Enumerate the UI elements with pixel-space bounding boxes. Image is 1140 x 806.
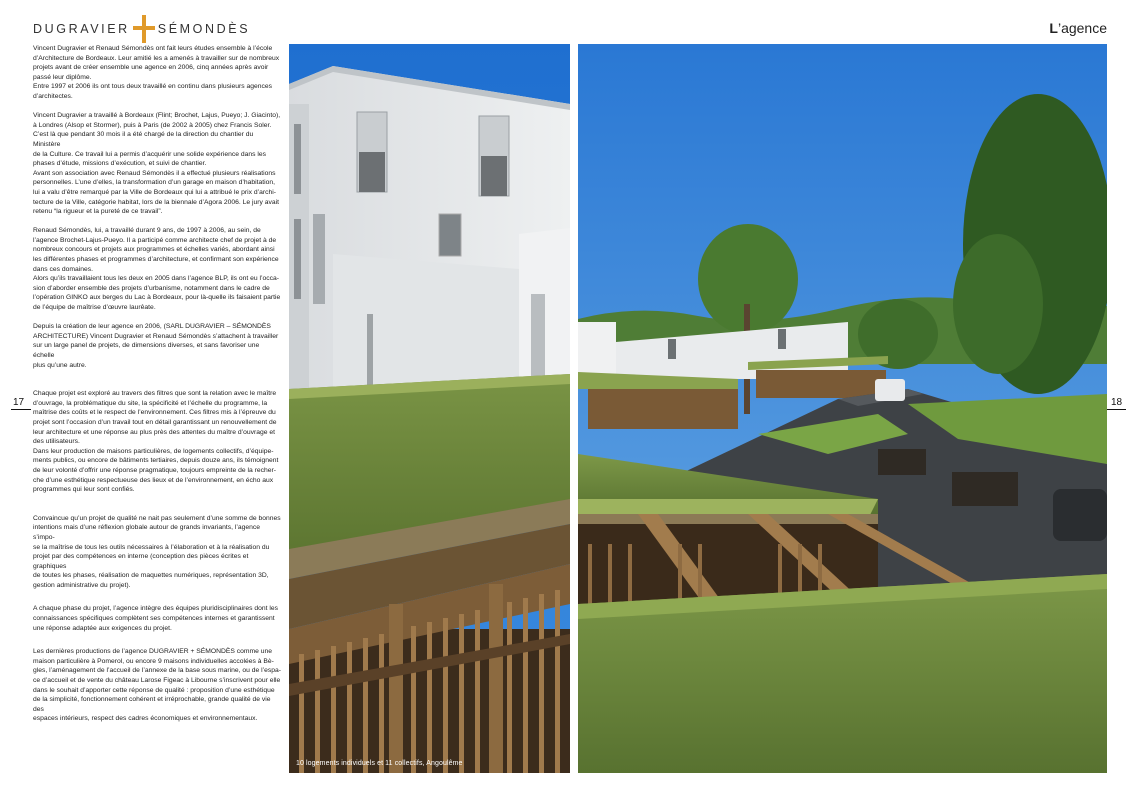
- section-title-rest: ’agence: [1057, 20, 1107, 36]
- section-title-initial: L: [1049, 20, 1058, 36]
- paragraph: Chaque projet est exploré au travers des filtres que sont la relation avec le maître d’ouvrage, la problématique du site, la spécificité et l’échelle du programme, la maîtrise des coûts et le respect de l’environnement. Ces filtres mis à l’épreuve du projet sont l’occasion d’un travail tout en détail garantissant un renouvellement de leur architecture et une réponse au plus près des attentes du maître d’ouvrage et des utilisateurs. Dans leur production de maisons particulières, de logements collectifs, d’équipe- ments publics, ou encore de bâtiments tertiaires, depuis douze ans, ils témoignent de leur volonté d’offrir une réponse pragmatique, toujours empreinte de la recher- che d’une esthétique respectueuse des lieux et de l’environnement, en écho aux programmes qui leur sont confiés.: [33, 390, 279, 494]
- section-title: [1049, 20, 1107, 36]
- brand-name-right: SÉMONDÈS: [157, 21, 251, 36]
- paragraph: Les dernières productions de l’agence DUGRAVIER + SÉMONDÈS comme une maison particulière à Pomerol, ou encore 9 maisons individuelles accolées à Bè- gles, l’aménagement de l’accueil de l’annexe de la base sous marine, ou de l’espa- ce d’accueil et de vente du château Larose Figeac à Libourne s’inscrivent pour elle dans le souhait d’apporter cette réponse de qualité : proposition d’une esthétique de la simplicité, fonctionnement cohérent et irréprochable, grande qualité de vie des espaces intérieurs, respect des cadres économiques et environnementaux.: [33, 648, 282, 723]
- paragraph: Vincent Dugravier a travaillé à Bordeaux (Flint; Brochet, Lajus, Pueyo; J. Giacinto), à Londres (Alsop et Stormer), puis à Paris (de 2002 à 2005) chez Francis Soler. C’est là que pendant 30 mois il a été chargé de la direction du chantier du Ministère de la Culture. Ce travail lui a permis d’acquérir une solide expérience dans les phases d’étude, missions d’exécution, et suivi de chantier. Avant son association avec Renaud Sémondès il a effectué plusieurs réalisations personnelles. L’une d’elles, la transformation d’un garage en maison d’habitation, lui a valu d’être remarqué par la Ville de Bordeaux qui lui a attribué le prix d’archi- tecture de la Ville, catégorie habitat, lors de la biennale d’Agora 2006. Le jury avait retenu “la rigueur et la pureté de ce travail”.: [33, 112, 281, 216]
- body-text-column: [33, 44, 282, 734]
- photo-caption: 10 logements individuels et 11 collectifs, Angoulême: [296, 760, 463, 767]
- page-number-left: 17: [13, 397, 31, 410]
- brand-name-left: DUGRAVIER: [33, 21, 130, 36]
- page-number-right: 18: [1111, 397, 1126, 410]
- photo-housing-landscape: [578, 44, 1107, 773]
- paragraph: Renaud Sémondès, lui, a travaillé durant 9 ans, de 1997 à 2006, au sein, de l’agence Brochet-Lajus-Pueyo. Il a participé comme architecte chef de projet à de nombreux concours et projets aux programmes et échelles variés, abordant ainsi les différentes phases et programmes d’architecture, et confirmant son expérience dans ces domaines. Alors qu’ils travaillaient tous les deux en 2005 dans l’agence BLP, ils ont eu l’occa- sion d’aborder ensemble des projets d’urbanisme, notamment dans le cadre de l’opération GINKO aux berges du Lac à Bordeaux, pour là-quelle ils faisaient partie de l’équipe de maîtrise d’œuvre laurêate.: [33, 227, 281, 312]
- plus-cross-icon: [133, 15, 155, 43]
- brand-logo: [33, 14, 250, 44]
- paragraph: A chaque phase du projet, l’agence intègre des équipes pluridisciplinaires dont les connaissances spécifiques complètent ses compétences internes et garantissent une réponse adaptée aux exigences du projet.: [33, 605, 279, 632]
- paragraph: Convaincue qu’un projet de qualité ne nait pas seulement d’une somme de bonnes intentions mais d’une réflexion globale autour de grands invariants, l’agence s’impo- se la maîtrise de tous les outils nécessaires à l’élaboration et à la réalisation du projet par des compétences en interne (conception des pièces écrites et graphiques de toutes les phases, réalisation de maquettes numériques, représentation 3D, gestion administrative du projet).: [33, 514, 281, 589]
- paragraph: Vincent Dugravier et Renaud Sémondès ont fait leurs études ensemble à l’école d’Architecture de Bordeaux. Leur amitié les a amenés à travailler sur de nombreux projets avant de créer ensemble une agence en 2006, cinq années après avoir passé leur diplôme. Entre 1997 et 2006 ils ont tous deux travaillé en continu dans plusieurs agences d’architectes.: [33, 45, 280, 100]
- paragraph: Depuis la création de leur agence en 2006, (SARL DUGRAVIER – SÉMONDÈS ARCHITECTURE) Vincent Dugravier et Renaud Sémondès s’attachent à travailler sur un large panel de projets, de dimensions diverses, et sans favoriser une échelle plus qu’une autre.: [33, 323, 279, 369]
- photo-housing-green-roof: [289, 44, 570, 773]
